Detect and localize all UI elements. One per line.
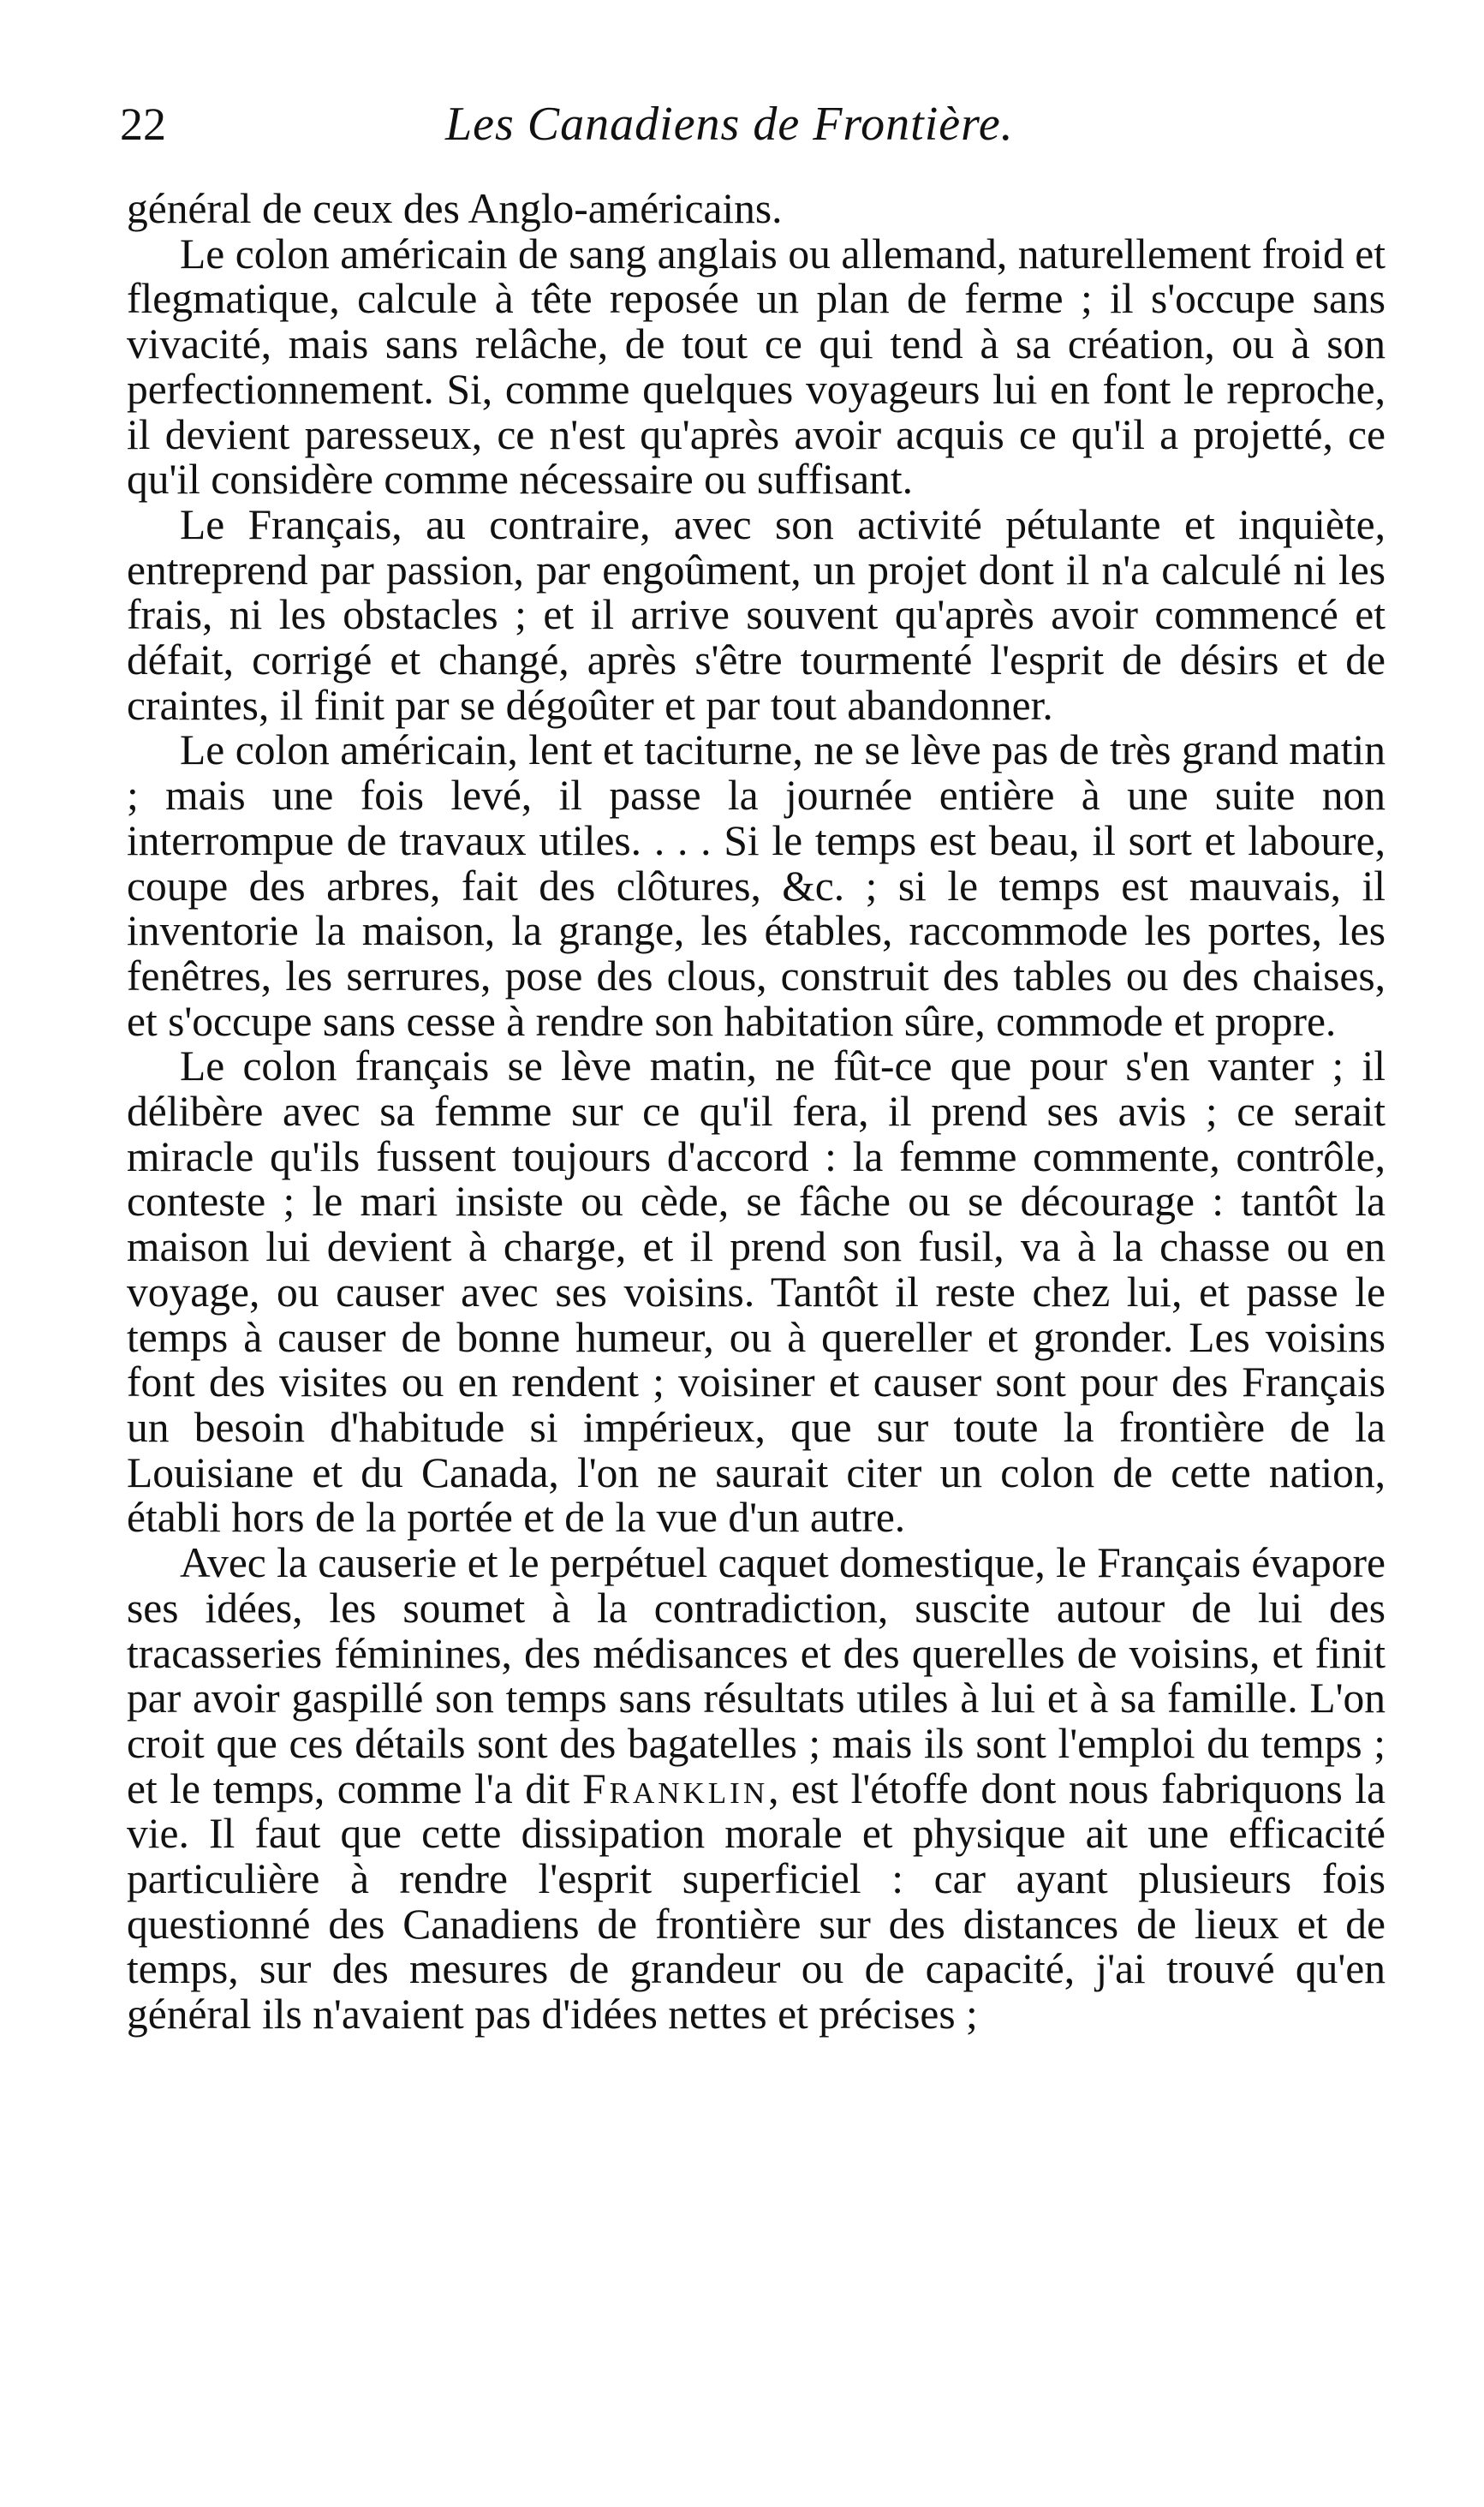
page-header (120, 86, 1387, 163)
paragraph-causerie-part-1: Avec la causerie et le perpétuel caquet domestique, le Français évapore ses idées, les soumet à la contradiction, suscite autour de lui des tracasseries féminines, des médisances et des querelles de voisins, et finit par avoir gaspillé son temps sans résultats utiles à lui et à sa famille. L'on croit que ces détails sont des bagatelles ; mais ils sont l'emploi du temps ; et le temps, comme l'a dit (127, 1539, 1386, 1812)
paragraph-french-colonist-day: Le colon français se lève matin, ne fût-ce que pour s'en vanter ; il délibère avec sa femme sur ce qu'il fera, il prend ses avis ; ce serait miracle qu'ils fussent toujours d'accord : la femme commente, contrôle, conteste ; le mari insiste ou cède, se fâche ou se décourage : tantôt la maison lui devient à charge, et il prend son fusil, va à la chasse ou en voyage, ou causer avec ses voisins. Tantôt il reste chez lui, et passe le temps à causer de bonne humeur, ou à quereller et gronder. Les voisins font des visites ou en rendent ; voisiner et causer sont pour des Français un besoin d'habitude si impérieux, que sur toute la frontière de la Louisiane et du Canada, l'on ne saurait citer un colon de cette nation, établi hors de la portée et de la vue d'un autre. (127, 1042, 1386, 1542)
paragraph-american-colonist-character: Le colon américain de sang anglais ou allemand, naturellement froid et flegmatique, calcule à tête reposée un plan de ferme ; il s'occupe sans vivacité, mais sans relâche, de tout ce qui tend à sa création, ou à son perfectionnement. Si, comme quelques voyageurs lui en font le reproche, il devient paresseux, ce n'est qu'après avoir acquis ce qu'il a projetté, ce qu'il considère comme nécessaire ou suffisant. (127, 230, 1386, 504)
paragraph-causerie (127, 1541, 1386, 2038)
body-text (127, 187, 1386, 2038)
paragraph-causerie-part-2: , est l'étoffe dont nous fabriquons la vie. Il faut que cette dissipation morale et physique ait une efficacité particulière à rendre l'esprit superficiel : car ayant plusieurs fois questionné des Canadiens de frontière sur des distances de lieux et de temps, sur des mesures de grandeur ou de capacité, j'ai trouvé qu'en général ils n'avaient pas d'idées nettes et précises ; (127, 1764, 1386, 2038)
paragraph-american-colonist-day: Le colon américain, lent et taciturne, ne se lève pas de très grand matin ; mais une fois levé, il passe la journée entière à une suite non interrompue de travaux utiles. . . . Si le temps est beau, il sort et laboure, coupe des arbres, fait des clôtures, &c. ; si le temps est mauvais, il inventorie la maison, la grange, les étables, raccommode les portes, les fenêtres, les serrures, pose des clous, construit des tables ou des chaises, et s'occupe sans cesse à rendre son habitation sûre, commode et propre. (127, 726, 1386, 1045)
paragraph-french-character: Le Français, au contraire, avec son activité pétulante et inquiète, entreprend par passion, par engoûment, un projet dont il n'a calculé ni les frais, ni les obstacles ; et il arrive souvent qu'après avoir commencé et défait, corrigé et changé, après s'être tourmenté l'esprit de désirs et de craintes, il finit par se dégoûter et par tout abandonner. (127, 500, 1386, 729)
page-number: 22 (120, 98, 166, 150)
author-name-franklin: Franklin (582, 1764, 769, 1812)
running-title: Les Canadiens de Frontière. (445, 98, 1014, 151)
paragraph-continuation: général de ceux des Anglo-américains. (127, 185, 783, 232)
